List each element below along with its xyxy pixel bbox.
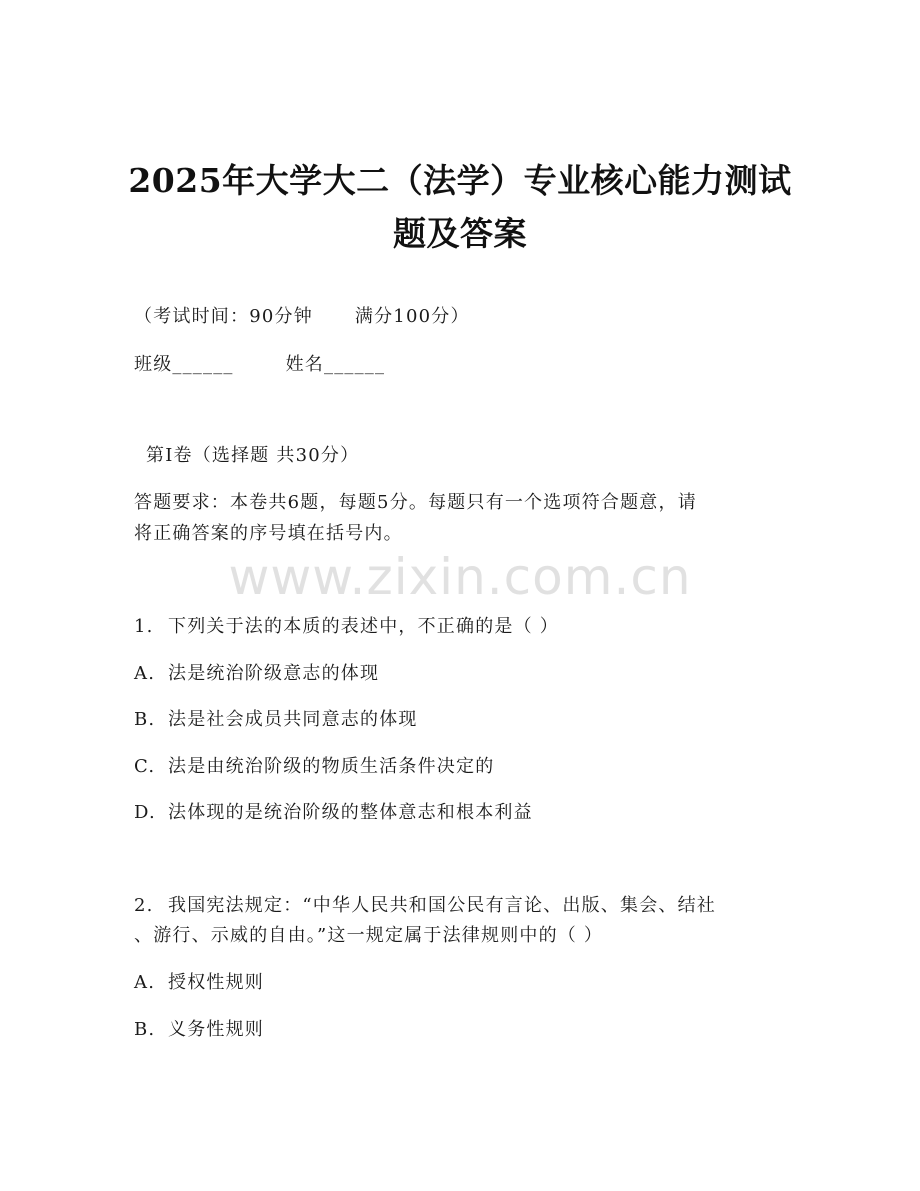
document-title-line-2: 题及答案 <box>393 214 527 253</box>
class-field: 班级______ <box>134 354 234 375</box>
watermark: www.zixin.com.cn <box>228 548 692 606</box>
exam-full-score: 满分100分） <box>354 306 470 327</box>
option-text: 法是由统治阶级的物质生活条件决定的 <box>168 756 495 777</box>
question-2-text-line-2: 、游行、示威的自由。”这一规定属于法律规则中的（ ） <box>134 925 604 946</box>
question-2-option-a <box>134 968 264 994</box>
question-1-option-c <box>134 752 494 778</box>
instruction-line-2: 将正确答案的序号填在括号内。 <box>134 523 403 544</box>
option-text: 授权性规则 <box>168 972 264 993</box>
option-text: 法是社会成员共同意志的体现 <box>168 709 418 730</box>
option-letter: D. <box>134 802 156 823</box>
document-title-line-1: 2025年大学大二（法学）专业核心能力测试 <box>128 161 792 200</box>
option-text: 义务性规则 <box>168 1019 264 1040</box>
question-number: 1. <box>134 616 154 637</box>
option-letter: B. <box>134 1019 156 1040</box>
option-letter: A. <box>134 972 156 993</box>
option-letter: A. <box>134 663 156 684</box>
question-number: 2. <box>134 895 154 916</box>
instruction-line-1: 答题要求：本卷共6题，每题5分。每题只有一个选项符合题意，请 <box>134 492 697 513</box>
name-field: 姓名______ <box>285 354 386 375</box>
question-1 <box>134 612 559 638</box>
exam-info <box>134 302 470 328</box>
option-letter: C. <box>134 756 156 777</box>
question-text: 下列关于法的本质的表述中，不正确的是（ ） <box>168 616 559 637</box>
option-text: 法是统治阶级意志的体现 <box>168 663 380 684</box>
option-text: 法体现的是统治阶级的整体意志和根本利益 <box>168 802 533 823</box>
question-2 <box>134 891 716 917</box>
question-2-option-b <box>134 1015 264 1041</box>
question-1-option-b <box>134 705 418 731</box>
question-1-option-a <box>134 659 379 685</box>
question-1-option-d <box>134 798 533 824</box>
section-heading: 第I卷（选择题 共30分） <box>146 445 360 466</box>
exam-time: （考试时间：90分钟 <box>134 306 313 327</box>
question-text-line-1: 我国宪法规定：“中华人民共和国公民有言论、出版、集会、结社 <box>168 895 716 916</box>
student-info <box>134 350 385 376</box>
option-letter: B. <box>134 709 156 730</box>
